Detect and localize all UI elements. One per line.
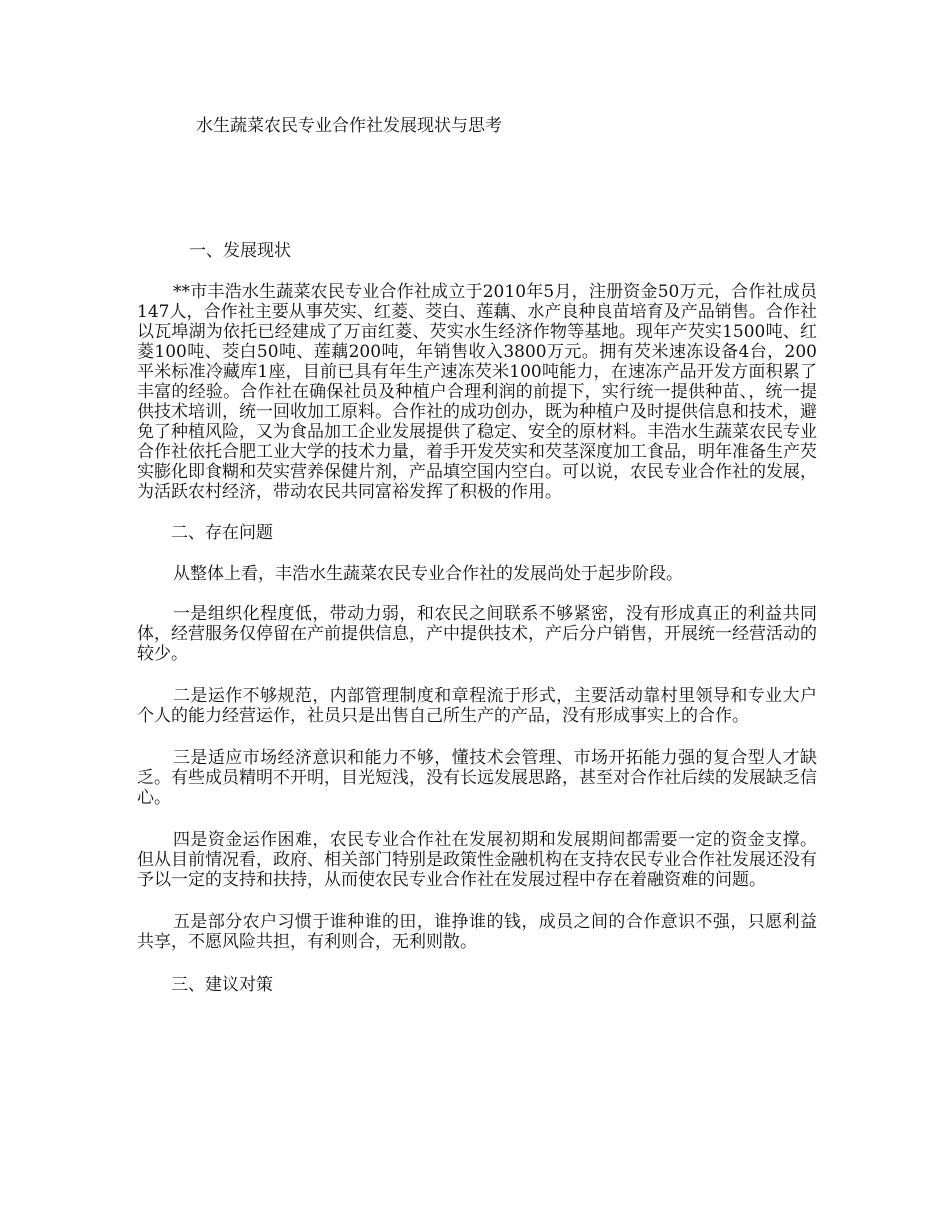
section-heading-status: 一、发展现状 — [189, 241, 291, 261]
paragraph-problem-4: 四是资金运作困难，农民专业合作社在发展初期和发展期间都需要一定的资金支撑。但从目前情况看，政府、相关部门特别是政策性金融机构在支持农民专业合作社发展还没有予以一定的支持和扶持，从而使农民专业合作社在发展过程中存在着融资难的问题。 — [137, 830, 817, 890]
paragraph-problem-1: 一是组织化程度低，带动力弱，和农民之间联系不够紧密，没有形成真正的利益共同体，经营服务仅停留在产前提供信息，产中提供技术，产后分户销售，开展统一经营活动的较少。 — [137, 604, 817, 664]
paragraph-problems-overview: 从整体上看，丰浩水生蔬菜农民专业合作社的发展尚处于起步阶段。 — [173, 564, 683, 584]
paragraph-problem-2: 二是运作不够规范，内部管理制度和章程流于形式，主要活动靠村里领导和专业大户个人的能力经营运作，社员只是出售自己所生产的产品，没有形成事实上的合作。 — [137, 686, 817, 726]
document-body — [137, 240, 817, 1016]
section-heading-problems: 二、存在问题 — [171, 523, 273, 543]
paragraph-status: **市丰浩水生蔬菜农民专业合作社成立于2010年5月，注册资金50万元，合作社成员147人，合作社主要从事芡实、红菱、茭白、莲藕、水产良种良苗培育及产品销售。合作社以瓦埠湖为依托已经建成了万亩红菱、芡实水生经济作物等基地。现年产芡实1500吨、红菱100吨、茭白50吨、莲藕200吨，年销售收入3800万元。拥有芡米速冻设备4台，200平米标准冷藏库1座，目前已具有年生产速冻芡米100吨能力，在速冻产品开发方面积累了丰富的经验。合作社在确保社员及种植户合理利润的前提下，实行统一提供种苗、，统一提供技术培训，统一回收加工原料。合作社的成功创办，既为种植户及时提供信息和技术，避免了种植风险，又为食品加工企业发展提供了稳定、安全的原材料。丰浩水生蔬菜农民专业合作社依托合肥工业大学的技术力量，着手开发芡实和芡茎深度加工食品，明年准备生产芡实膨化即食糊和芡实营养保健片剂，产品填空国内空白。可以说，农民专业合作社的发展，为活跃农村经济，带动农民共同富裕发挥了积极的作用。 — [137, 282, 817, 502]
section-heading-suggestions: 三、建议对策 — [171, 975, 273, 995]
paragraph-problem-3: 三是适应市场经济意识和能力不够，懂技术会管理、市场开拓能力强的复合型人才缺乏。有些成员精明不开明，目光短浅，没有长远发展思路，甚至对合作社后续的发展缺乏信心。 — [137, 748, 817, 808]
document-title: 水生蔬菜农民专业合作社发展现状与思考 — [196, 116, 502, 136]
paragraph-problem-5: 五是部分农户习惯于谁种谁的田，谁挣谁的钱，成员之间的合作意识不强，只愿利益共享，不愿风险共担，有利则合，无利则散。 — [137, 912, 817, 952]
